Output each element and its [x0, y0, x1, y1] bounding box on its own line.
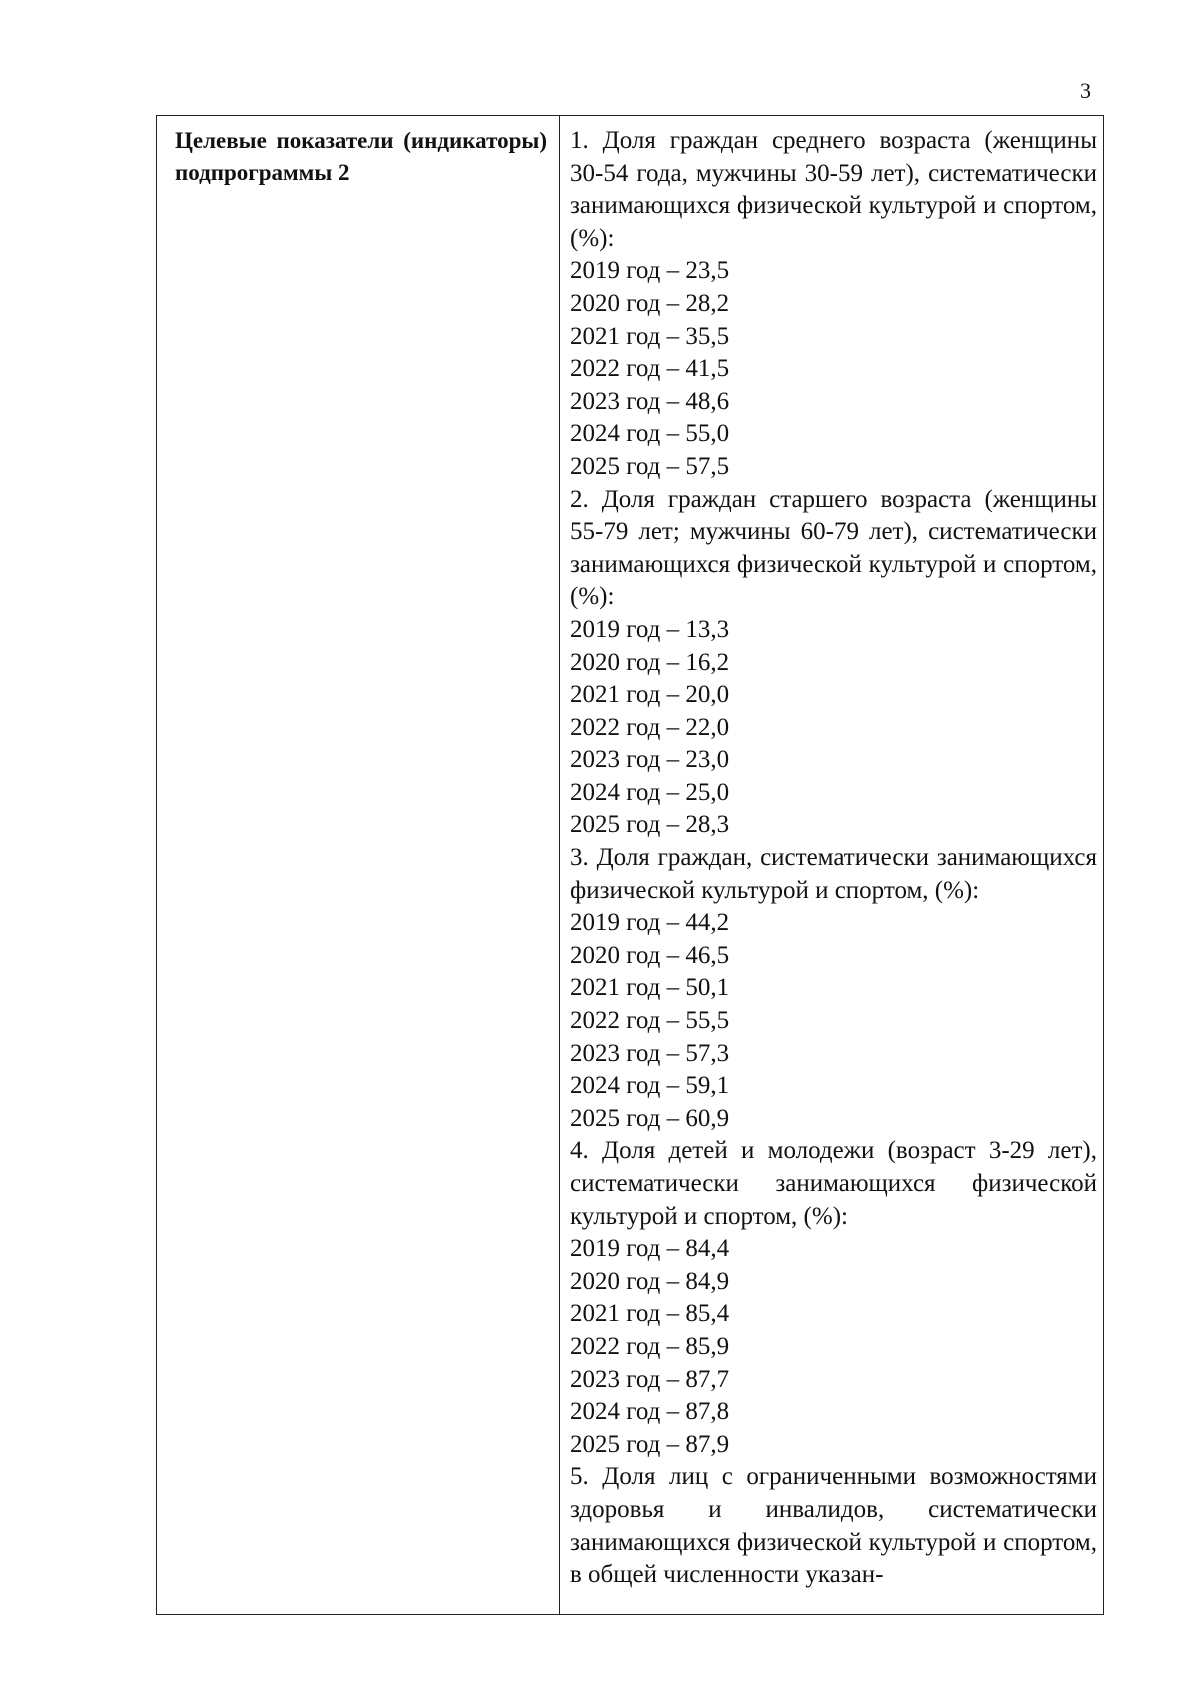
- indicator-value: 2019 год – 13,3: [570, 615, 730, 643]
- indicators-table: [156, 115, 1104, 1615]
- indicator-block: [570, 125, 1097, 484]
- page-number: 3: [1080, 78, 1091, 103]
- indicator-value: 2020 год – 84,9: [570, 1267, 730, 1295]
- indicator-value: 2024 год – 55,0: [570, 420, 730, 448]
- indicator-value: 2023 год – 48,6: [570, 387, 730, 415]
- indicator-value: 2025 год – 28,3: [570, 811, 730, 839]
- indicator-value: 2024 год – 25,0: [570, 778, 730, 806]
- indicator-title: 5. Доля лиц с ограниченными возможностями здоровья и инвалидов, систематически занимающихся физической культурой и спортом, в общей численности указан-: [570, 1463, 1097, 1589]
- indicator-block: [570, 1135, 1097, 1461]
- indicator-value: 2024 год – 87,8: [570, 1398, 730, 1426]
- section-label: Целевые показатели (индикаторы) подпрограммы 2: [175, 128, 547, 185]
- indicator-value: 2019 год – 23,5: [570, 257, 730, 285]
- indicator-value: 2020 год – 46,5: [570, 941, 730, 969]
- indicator-value: 2023 год – 23,0: [570, 746, 730, 774]
- indicator-value: 2025 год – 60,9: [570, 1104, 730, 1132]
- indicator-value: 2020 год – 16,2: [570, 648, 730, 676]
- indicator-value: 2025 год – 87,9: [570, 1430, 730, 1458]
- indicator-value: 2022 год – 85,9: [570, 1332, 730, 1360]
- indicator-block: [570, 1461, 1097, 1591]
- indicator-value: 2022 год – 55,5: [570, 1007, 730, 1035]
- indicator-value: 2024 год – 59,1: [570, 1072, 730, 1100]
- indicator-title: 2. Доля граждан старшего возраста (женщины 55-79 лет; мужчины 60-79 лет), систематически занимающихся физической культурой и спортом, (%):: [570, 485, 1097, 611]
- indicator-value: 2025 год – 57,5: [570, 452, 730, 480]
- indicator-value: 2021 год – 20,0: [570, 681, 730, 709]
- indicator-value: 2021 год – 35,5: [570, 322, 730, 350]
- indicator-title: 3. Доля граждан, систематически занимающихся физической культурой и спортом, (%):: [570, 844, 1097, 904]
- indicator-block: [570, 842, 1097, 1135]
- indicator-value: 2021 год – 50,1: [570, 974, 730, 1002]
- indicator-value: 2022 год – 41,5: [570, 355, 730, 383]
- indicator-value: 2022 год – 22,0: [570, 713, 730, 741]
- label-cell: [157, 116, 560, 1614]
- indicator-title: 1. Доля граждан среднего возраста (женщины 30-54 года, мужчины 30-59 лет), систематически занимающихся физической культурой и спортом, (%):: [570, 127, 1097, 252]
- indicator-value: 2019 год – 44,2: [570, 909, 730, 937]
- indicator-title: 4. Доля детей и молодежи (возраст 3-29 лет), систематически занимающихся физической культурой и спортом, (%):: [570, 1137, 1097, 1230]
- indicator-value: 2023 год – 87,7: [570, 1365, 730, 1393]
- indicator-value: 2023 год – 57,3: [570, 1039, 730, 1067]
- indicator-value: 2019 год – 84,4: [570, 1235, 730, 1263]
- indicator-block: [570, 484, 1097, 843]
- indicator-value: 2020 год – 28,2: [570, 289, 730, 317]
- indicators-cell: [560, 116, 1103, 1614]
- indicator-value: 2021 год – 85,4: [570, 1300, 730, 1328]
